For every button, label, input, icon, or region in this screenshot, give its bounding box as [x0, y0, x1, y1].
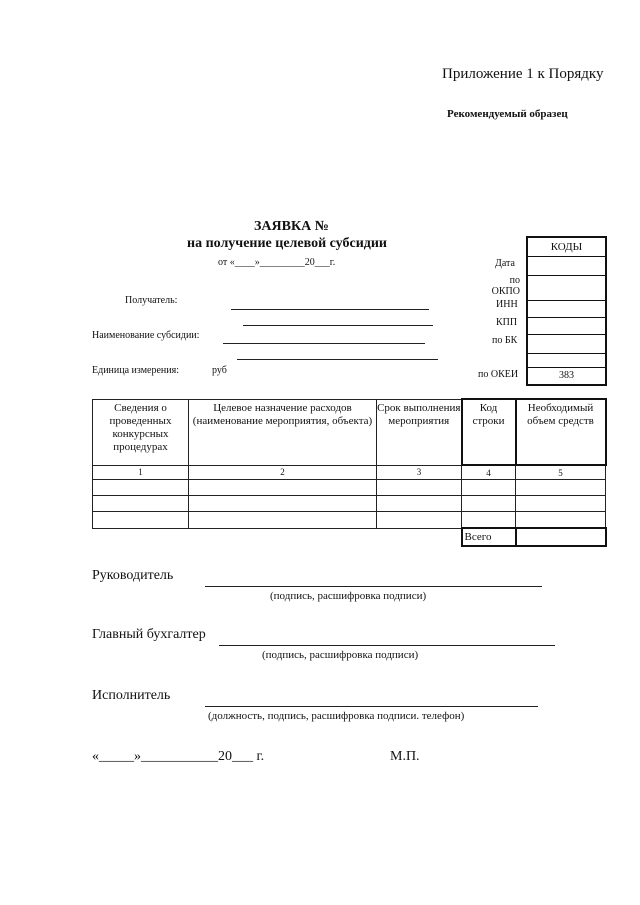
head-hint: (подпись, расшифровка подписи): [270, 590, 427, 602]
accountant-signature-field[interactable]: [219, 645, 555, 646]
table-cell[interactable]: [462, 496, 516, 512]
table-cell[interactable]: [93, 496, 189, 512]
recipient-field-line2[interactable]: [243, 325, 433, 326]
document-subtitle: на получение целевой субсидии: [187, 236, 387, 251]
appendix-label: Приложение 1 к Порядку: [442, 66, 604, 82]
col-header-amount: Необходимый объем средств: [516, 399, 606, 465]
unit-label: Единица измерения:: [92, 365, 179, 376]
code-label-date: Дата: [495, 258, 515, 269]
unit-value: руб: [212, 365, 227, 376]
code-cell-inn[interactable]: [528, 301, 605, 318]
table-cell[interactable]: [93, 480, 189, 496]
col-number-5: 5: [516, 465, 606, 480]
code-label-okei: по ОКЕИ: [478, 369, 519, 380]
col-header-procedures: Сведения о проведенных конкурсных процедурах: [93, 399, 189, 465]
total-label: Всего: [462, 528, 516, 546]
date-line: от «____»_________20___г.: [218, 257, 336, 268]
table-cell[interactable]: [189, 496, 377, 512]
table-cell[interactable]: [462, 512, 516, 529]
col-header-line-code: Код строки: [462, 399, 516, 465]
col-number-4: 4: [462, 465, 516, 480]
table-cell[interactable]: [377, 480, 462, 496]
table-cell[interactable]: [377, 512, 462, 529]
col-number-1: 1: [93, 465, 189, 480]
code-cell-date[interactable]: [528, 257, 605, 276]
table-cell[interactable]: [516, 480, 606, 496]
col-number-3: 3: [377, 465, 462, 480]
table-cell[interactable]: [516, 512, 606, 529]
recipient-field[interactable]: [231, 309, 429, 310]
col-number-2: 2: [189, 465, 377, 480]
accountant-label: Главный бухгалтер: [92, 627, 206, 642]
code-label-okpo: по ОКПО: [491, 275, 520, 297]
table-cell[interactable]: [516, 496, 606, 512]
table-cell[interactable]: [189, 512, 377, 529]
stamp-label: М.П.: [390, 749, 420, 764]
code-cell-extra[interactable]: [528, 354, 605, 368]
subsidy-name-label: Наименование субсидии:: [92, 330, 200, 341]
table-cell[interactable]: [189, 480, 377, 496]
table-row: [93, 480, 606, 496]
table-cell[interactable]: [462, 480, 516, 496]
code-cell-okei[interactable]: 383: [559, 370, 574, 381]
total-row: [93, 528, 606, 546]
table-row: [93, 512, 606, 529]
executor-signature-field[interactable]: [205, 706, 538, 707]
sample-label: Рекомендуемый образец: [447, 108, 568, 120]
total-amount-cell[interactable]: [516, 528, 606, 546]
code-label-inn: ИНН: [496, 299, 518, 310]
code-label-kpp: КПП: [496, 317, 518, 328]
footer-date: «_____»___________20___ г.: [92, 749, 265, 764]
expense-table: [92, 398, 607, 547]
col-header-deadline: Срок выполнения мероприятия: [377, 399, 462, 465]
codes-box: [526, 236, 607, 386]
code-label-bk: по БК: [492, 335, 518, 346]
table-row: [93, 496, 606, 512]
codes-header: КОДЫ: [528, 238, 605, 257]
executor-label: Исполнитель: [92, 688, 171, 703]
code-cell-kpp[interactable]: [528, 318, 605, 335]
document-title: ЗАЯВКА №: [254, 219, 329, 234]
recipient-label: Получатель:: [125, 295, 178, 306]
code-cell-bk[interactable]: [528, 335, 605, 354]
subsidy-name-field-line2[interactable]: [237, 359, 438, 360]
col-header-purpose: Целевое назначение расходов (наименование мероприятия, объекта): [189, 399, 377, 465]
code-cell-okpo[interactable]: [528, 276, 605, 301]
table-cell[interactable]: [93, 512, 189, 529]
executor-hint: (должность, подпись, расшифровка подписи. телефон): [208, 710, 465, 722]
head-signature-field[interactable]: [205, 586, 542, 587]
head-label: Руководитель: [92, 568, 174, 583]
table-cell[interactable]: [377, 496, 462, 512]
accountant-hint: (подпись, расшифровка подписи): [262, 649, 419, 661]
subsidy-name-field[interactable]: [223, 343, 425, 344]
